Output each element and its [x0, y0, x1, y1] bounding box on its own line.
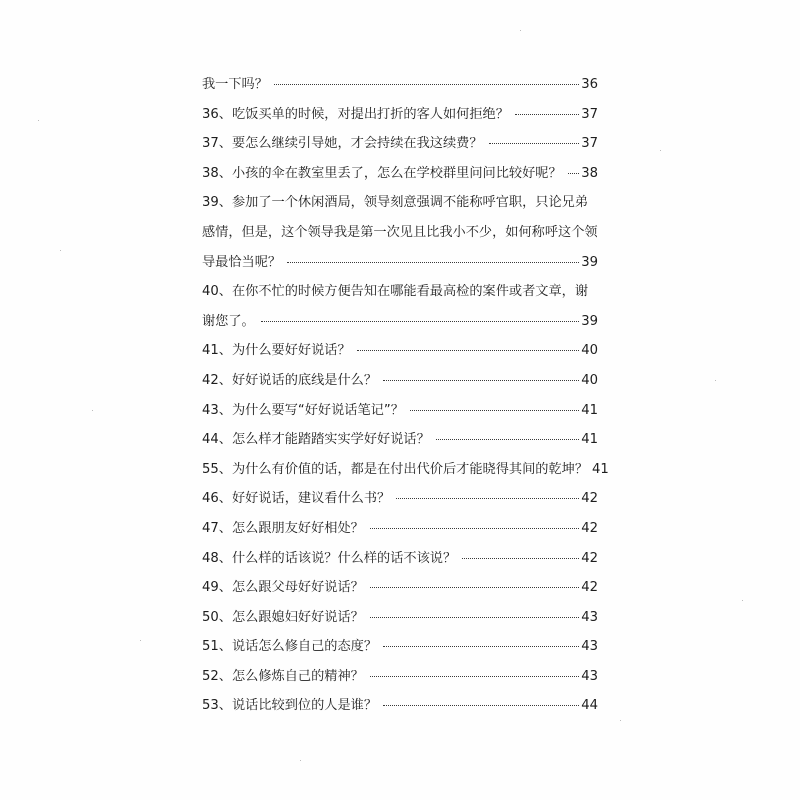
toc-entry[interactable]: [202, 159, 598, 189]
toc-entry-title: 55、为什么有价值的话，都是在付出代价后才能晓得其间的乾坤？: [202, 461, 589, 477]
toc-entry[interactable]: [202, 188, 598, 277]
dot-leader: [515, 113, 579, 115]
toc-entry[interactable]: [202, 277, 598, 336]
toc-page-number: 37: [581, 136, 598, 152]
dot-leader: [383, 379, 579, 381]
toc-entry-title: 37、要怎么继续引导她，才会持续在我这续费？: [202, 136, 483, 152]
toc-entry[interactable]: [202, 336, 598, 366]
toc-entry-title: 41、为什么要好好说话？: [202, 343, 351, 359]
dot-leader: [370, 527, 579, 529]
dot-leader: [370, 586, 579, 588]
toc-entry-title: 53、说话比较到位的人是谁？: [202, 698, 378, 714]
dot-leader: [274, 83, 579, 85]
toc-entry[interactable]: [202, 129, 598, 159]
toc-page-number: 39: [581, 313, 598, 329]
dot-leader: [287, 261, 579, 263]
dot-leader: [396, 497, 579, 499]
toc-page-number: 41: [592, 461, 609, 477]
dot-leader: [462, 557, 579, 559]
toc-entry[interactable]: [202, 544, 598, 574]
toc-entry-title: 50、怎么跟媳妇好好说话？: [202, 609, 364, 625]
toc-entry-title-line: 40、在你不忙的时候方便告知在哪能看最高检的案件或者文章，谢: [202, 284, 589, 300]
toc-entry[interactable]: [202, 662, 598, 692]
toc-entry-title-line: 39、参加了一个休闲酒局，领导刻意强调不能称呼官职，只论兄弟: [202, 195, 589, 211]
toc-entry[interactable]: [202, 514, 598, 544]
dot-leader: [410, 409, 579, 411]
toc-entry-title: 46、好好说话，建议看什么书？: [202, 491, 391, 507]
toc-entry[interactable]: [202, 70, 598, 100]
dot-leader: [370, 616, 579, 618]
toc-entry[interactable]: [202, 366, 598, 396]
toc-page-number: 37: [581, 106, 598, 122]
toc-entry-title: 42、好好说话的底线是什么？: [202, 372, 378, 388]
dot-leader: [436, 438, 579, 440]
dot-leader: [261, 320, 579, 322]
toc-page-number: 40: [581, 343, 598, 359]
toc-entry[interactable]: [202, 425, 598, 455]
toc-entry-title-line: 感情，但是，这个领导我是第一次见且比我小不少，如何称呼这个领: [202, 224, 598, 240]
dot-leader: [370, 675, 579, 677]
toc-entry-title: 36、吃饭买单的时候，对提出打折的客人如何拒绝？: [202, 106, 509, 122]
toc-entry[interactable]: [202, 632, 598, 662]
toc-entry[interactable]: [202, 691, 598, 721]
toc-page-number: 42: [581, 520, 598, 536]
dot-leader: [383, 704, 579, 706]
toc-entry-title: 44、怎么样才能踏踏实实学好好说话？: [202, 432, 430, 448]
toc-page-number: 41: [581, 432, 598, 448]
toc-page-number: 38: [581, 165, 598, 181]
toc-page-number: 42: [581, 491, 598, 507]
toc-entry-title: 48、什么样的话该说？什么样的话不该说？: [202, 550, 457, 566]
toc-page-number: 42: [581, 550, 598, 566]
toc-entry[interactable]: [202, 573, 598, 603]
toc-page-number: 40: [581, 372, 598, 388]
toc-entry[interactable]: [202, 484, 598, 514]
dot-leader: [357, 349, 580, 351]
toc-entry-title-line: 导最恰当呢？: [202, 254, 282, 270]
toc-entry[interactable]: [202, 396, 598, 426]
toc-entry-title: 52、怎么修炼自己的精神？: [202, 668, 364, 684]
toc-page-number: 43: [581, 668, 598, 684]
toc-entry[interactable]: [202, 455, 609, 485]
toc-entry-title: 我一下吗？: [202, 77, 268, 92]
toc-page-number: 39: [581, 254, 598, 270]
toc-page-number: 43: [581, 639, 598, 655]
toc-entry-title: 51、说话怎么修自己的态度？: [202, 639, 378, 655]
toc-page-number: 42: [581, 580, 598, 596]
table-of-contents: [202, 70, 609, 721]
toc-entry[interactable]: [202, 603, 598, 633]
toc-page-number: 41: [581, 402, 598, 418]
dot-leader: [489, 142, 580, 144]
toc-page-number: 43: [581, 609, 598, 625]
toc-entry[interactable]: [202, 100, 598, 130]
dot-leader: [568, 172, 580, 174]
toc-entry-title-line: 谢您了。: [202, 313, 255, 329]
dot-leader: [383, 645, 579, 647]
toc-entry-title: 43、为什么要写“好好说话笔记”？: [202, 402, 404, 418]
toc-entry-title: 47、怎么跟朋友好好相处？: [202, 520, 364, 536]
toc-page-number: 36: [581, 77, 598, 92]
toc-page-number: 44: [581, 698, 598, 714]
toc-entry-title: 38、小孩的伞在教室里丢了，怎么在学校群里问问比较好呢？: [202, 165, 562, 181]
toc-entry-title: 49、怎么跟父母好好说话？: [202, 580, 364, 596]
